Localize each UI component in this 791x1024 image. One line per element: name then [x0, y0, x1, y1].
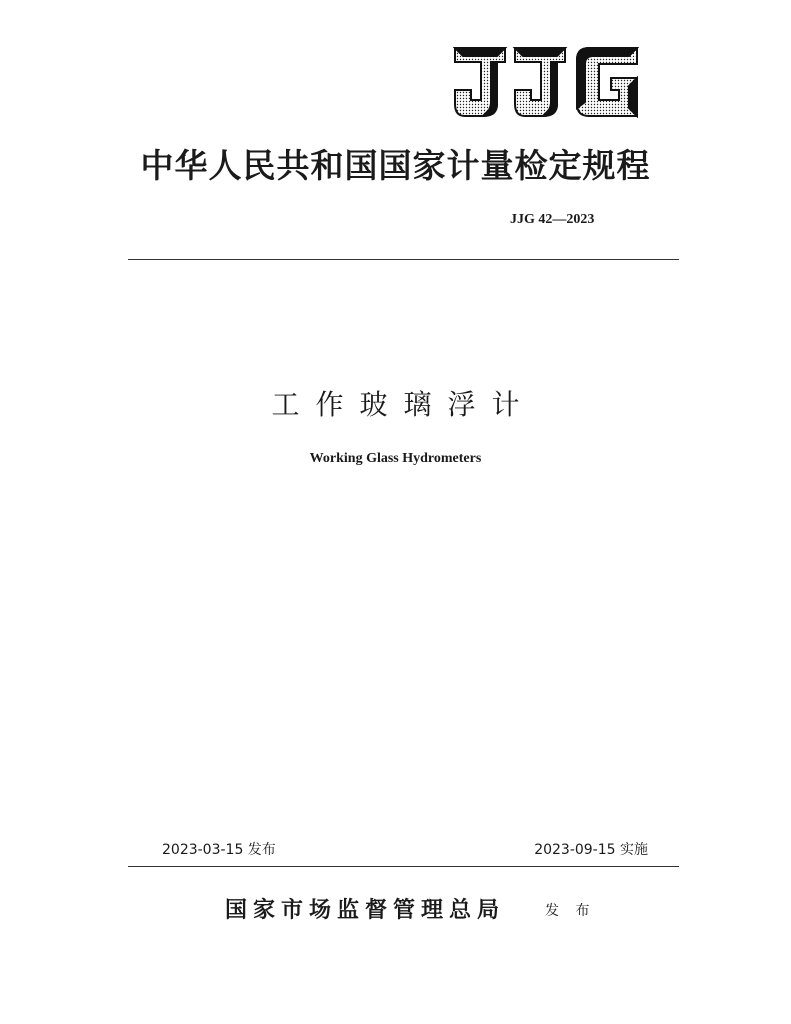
document-title-cn: 工作玻璃浮计 — [271, 388, 536, 421]
jjg-logo — [453, 46, 639, 118]
bottom-divider — [128, 866, 679, 867]
effective-date: 2023-09-15 实施 — [534, 842, 648, 858]
publish-label: 发 布 — [545, 903, 596, 919]
issue-date: 2023-03-15 发布 — [162, 842, 276, 858]
regulation-code: JJG 42—2023 — [510, 212, 595, 227]
document-title-en: Working Glass Hydrometers — [309, 451, 482, 466]
regulation-category-title: 中华人民共和国国家计量检定规程 — [140, 146, 651, 185]
publisher-name: 国家市场监督管理总局 — [225, 897, 506, 923]
top-divider — [128, 259, 679, 260]
